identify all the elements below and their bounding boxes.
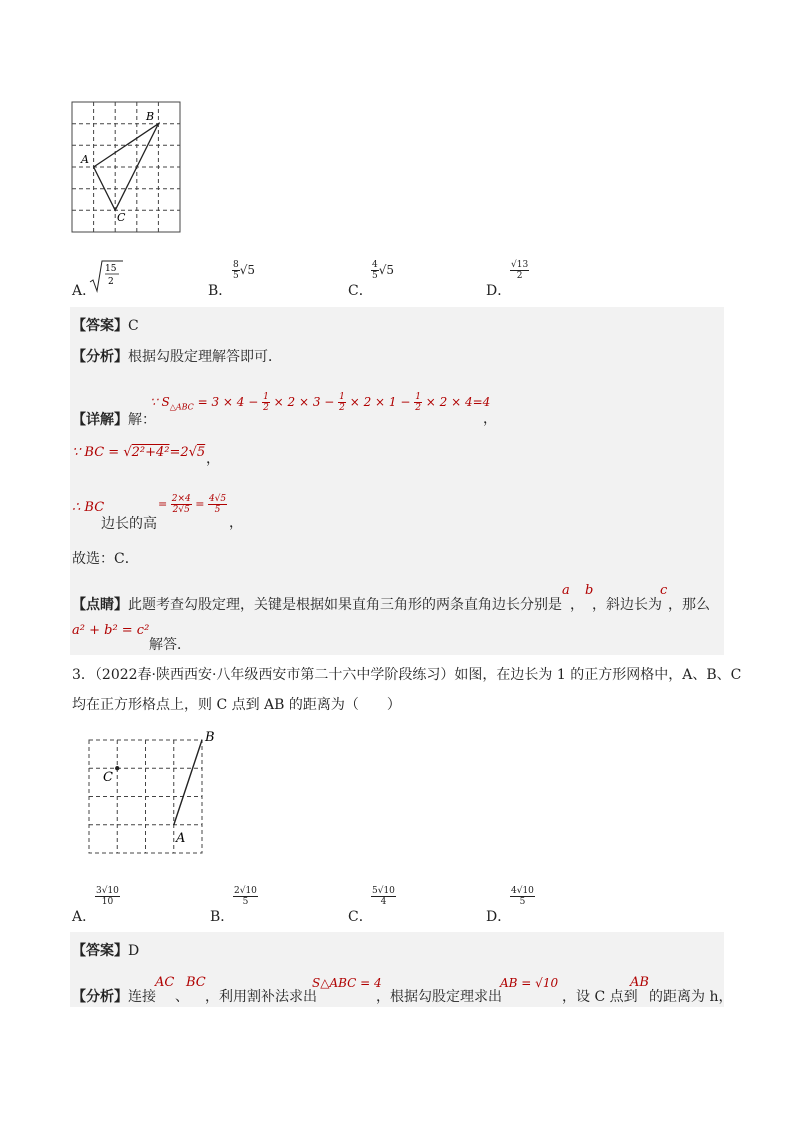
option-3c[interactable]: C． [348, 909, 373, 925]
analysis-3-bc: BC [186, 975, 206, 990]
comment-formula: a² + b² = c² [72, 623, 150, 638]
comment-mid: ，斜边长为 [592, 597, 662, 613]
detail-eq1-tail: ， [483, 411, 497, 427]
analysis-3-ab2: AB [630, 975, 649, 990]
option-1c-math: $\frac{4}{5}$ √5 [372, 260, 395, 281]
comment-sep: ， [570, 597, 584, 613]
option-1d[interactable]: D． [486, 283, 512, 299]
analysis-3-area: S△ABC = 4 [312, 976, 382, 990]
detail-eq3-mid: 边长的高 [101, 516, 157, 532]
answer-1: 【答案】C [72, 318, 139, 334]
comment-end: ，那么 [668, 597, 710, 613]
option-1d-math: $\frac{√13}{2}$ [511, 260, 529, 281]
option-3b-math: $\frac{2√10}{5}$ [234, 886, 257, 907]
option-3b[interactable]: B． [210, 909, 235, 925]
analysis-3-a5: 的距离为 h， [649, 989, 733, 1005]
label-c: C [117, 211, 126, 224]
label-a-2: A [176, 831, 186, 846]
svg-text:2: 2 [108, 277, 114, 287]
figure-2-grid [85, 726, 225, 858]
detail-eq3-math: = $\frac{2\times 4}{2√5}$ = $\frac{4√5}{5}$ [158, 494, 227, 515]
option-3d[interactable]: D． [486, 909, 512, 925]
analysis-3-a3: ，根据勾股定理求出 [376, 989, 502, 1005]
svg-text:15: 15 [105, 264, 117, 274]
detail-eq3-tail: ， [229, 515, 243, 531]
detail-eq2-tail: ， [206, 451, 220, 467]
detail-eq1: ∵ $S_{\triangle ABC} = 3 \times 4$ − $\frac{1}{2}$ × 2 × 3 − $\frac{1}{2}$ × 2 × 1 − $\frac{1}{2}$ × 2 × 4=4 [150, 392, 491, 413]
detail-eq3-prefix: ∴ BC [72, 500, 105, 515]
analysis-1: 【分析】根据勾股定理解答即可． [72, 349, 282, 365]
label-b-2: B [205, 730, 215, 745]
analysis-3: 【分析】连接 [72, 989, 156, 1005]
option-3c-math: $\frac{5√10}{4}$ [372, 886, 395, 907]
figure-1-grid [70, 100, 182, 234]
question-3-line-2: 均在正方形格点上，则 C 点到 AB 的距离为（ ） [72, 697, 401, 713]
analysis-3-a4: ，设 C 点到 [562, 989, 638, 1005]
answer-3: 【答案】D [72, 943, 140, 959]
option-3a[interactable]: A． [72, 909, 97, 925]
option-1b[interactable]: B． [208, 283, 233, 299]
detail-1: 【详解】解： [72, 412, 156, 428]
option-3a-math: $\frac{3√10}{10}$ [96, 886, 119, 907]
option-1c[interactable]: C． [348, 283, 373, 299]
analysis-3-ab: AB = √10 [500, 976, 559, 990]
option-1a-math [88, 258, 124, 294]
comment-c: c [660, 583, 668, 598]
choice-1: 故选：C． [72, 551, 139, 567]
point-c [115, 766, 119, 770]
analysis-3-a2: ，利用割补法求出 [205, 989, 317, 1005]
analysis-3-sep: 、 [175, 989, 189, 1005]
segment-ab [174, 740, 202, 825]
analysis-3-ac: AC [155, 975, 175, 990]
label-b: B [146, 110, 155, 123]
detail-eq2: ∵ BC = √2²+4²=2√5 [72, 445, 206, 460]
label-a: A [81, 153, 89, 166]
option-1a[interactable]: A． [72, 283, 97, 299]
comment-final: 解答． [149, 637, 191, 653]
comment-a: a [562, 583, 570, 598]
comment-b: b [585, 583, 594, 598]
comment-1: 【点睛】此题考查勾股定理，关键是根据如果直角三角形的两条直角边长分别是 [72, 597, 562, 613]
label-c-2: C [103, 770, 113, 785]
question-3-line-1: 3．（2022春·陕西西安·八年级西安市第二十六中学阶段练习）如图，在边长为 1 的正方形网格中，A、B、C [72, 667, 742, 683]
option-3d-math: $\frac{4√10}{5}$ [511, 886, 534, 907]
option-1b-math: $\frac{8}{5}$ √5 [233, 260, 256, 281]
